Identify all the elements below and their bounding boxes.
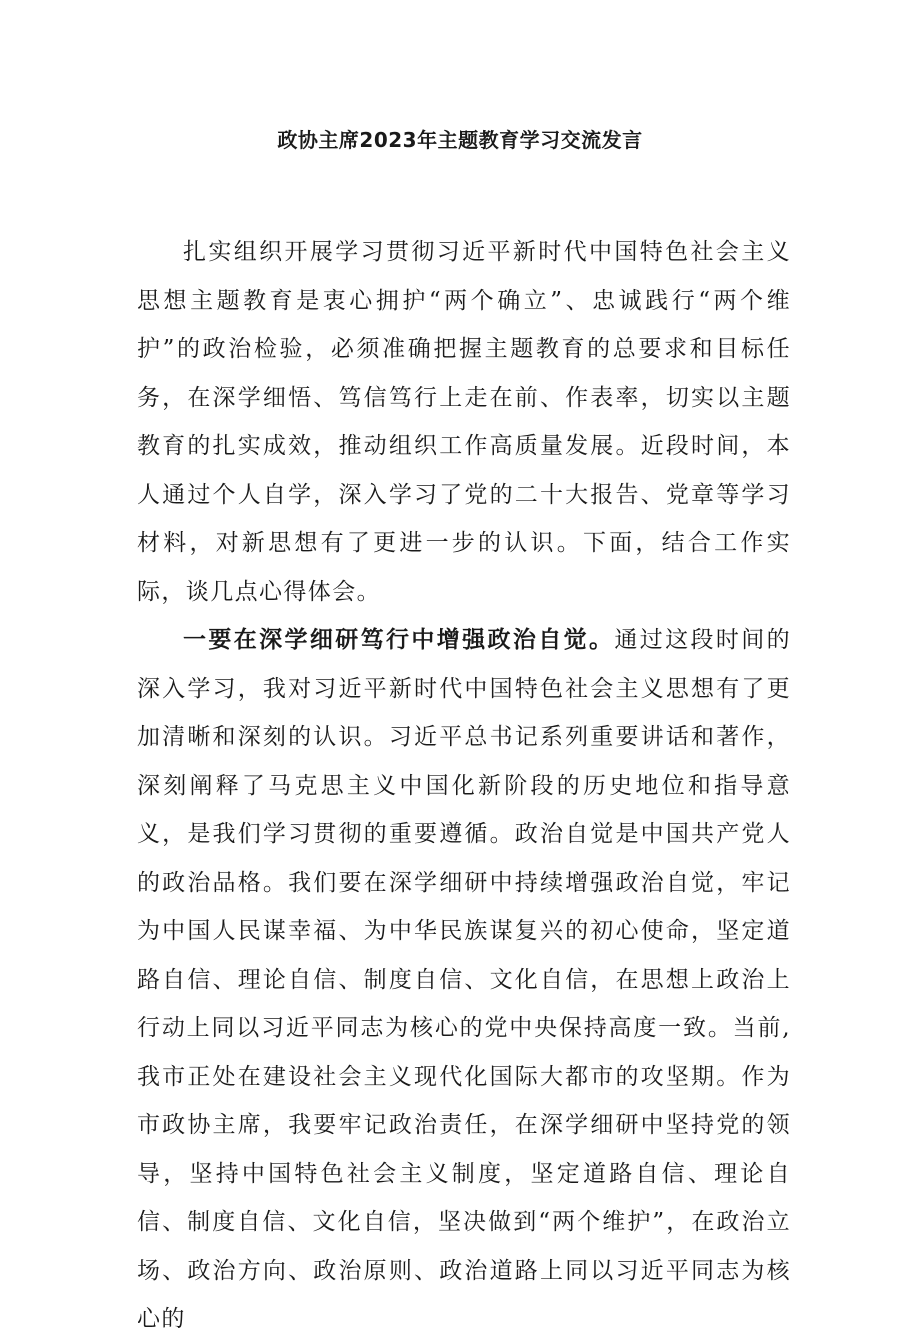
paragraph-point-one xyxy=(137,616,791,1344)
paragraph-intro xyxy=(137,228,791,616)
paragraph-point-one-heading: 一要在深学细研笃行中增强政治自觉。 xyxy=(183,626,615,653)
document-title: 政协主席2023年主题教育学习交流发言 xyxy=(277,128,643,152)
paragraph-point-one-text: 通过这段时间的深入学习，我对习近平新时代中国特色社会主义思想有了更加清晰和深刻的认识。习近平总书记系列重要讲话和著作，深刻阐释了马克思主义中国化新阶段的历史地位和指导意义，是我们学习贯彻的重要遵循。政治自觉是中国共产党人的政治品格。我们要在深学细研中持续增强政治自觉，牢记为中国人民谋幸福、为中华民族谋复兴的初心使命，坚定道路自信、理论自信、制度自信、文化自信，在思想上政治上行动上同以习近平同志为核心的党中央保持高度一致。当前,我市正处在建设社会主义现代化国际大都市的攻坚期。作为市政协主席，我要牢记政治责任，在深学细研中坚持党的领导，坚持中国特色社会主义制度，坚定道路自信、理论自信、制度自信、文化自信，坚决做到“两个维护”，在政治立场、政治方向、政治原则、政治道路上同以习近平同志为核心的 xyxy=(137,627,791,1332)
paragraph-intro-text: 扎实组织开展学习贯彻习近平新时代中国特色社会主义思想主题教育是衷心拥护“两个确立”、忠诚践行“两个维护”的政治检验，必须准确把握主题教育的总要求和目标任务，在深学细悟、笃信笃行上走在前、作表率，切实以主题教育的扎实成效，推动组织工作高质量发展。近段时间，本人通过个人自学，深入学习了党的二十大报告、党章等学习材料，对新思想有了更进一步的认识。下面，结合工作实际，谈几点心得体会。 xyxy=(137,239,791,605)
document-body xyxy=(137,228,791,1344)
